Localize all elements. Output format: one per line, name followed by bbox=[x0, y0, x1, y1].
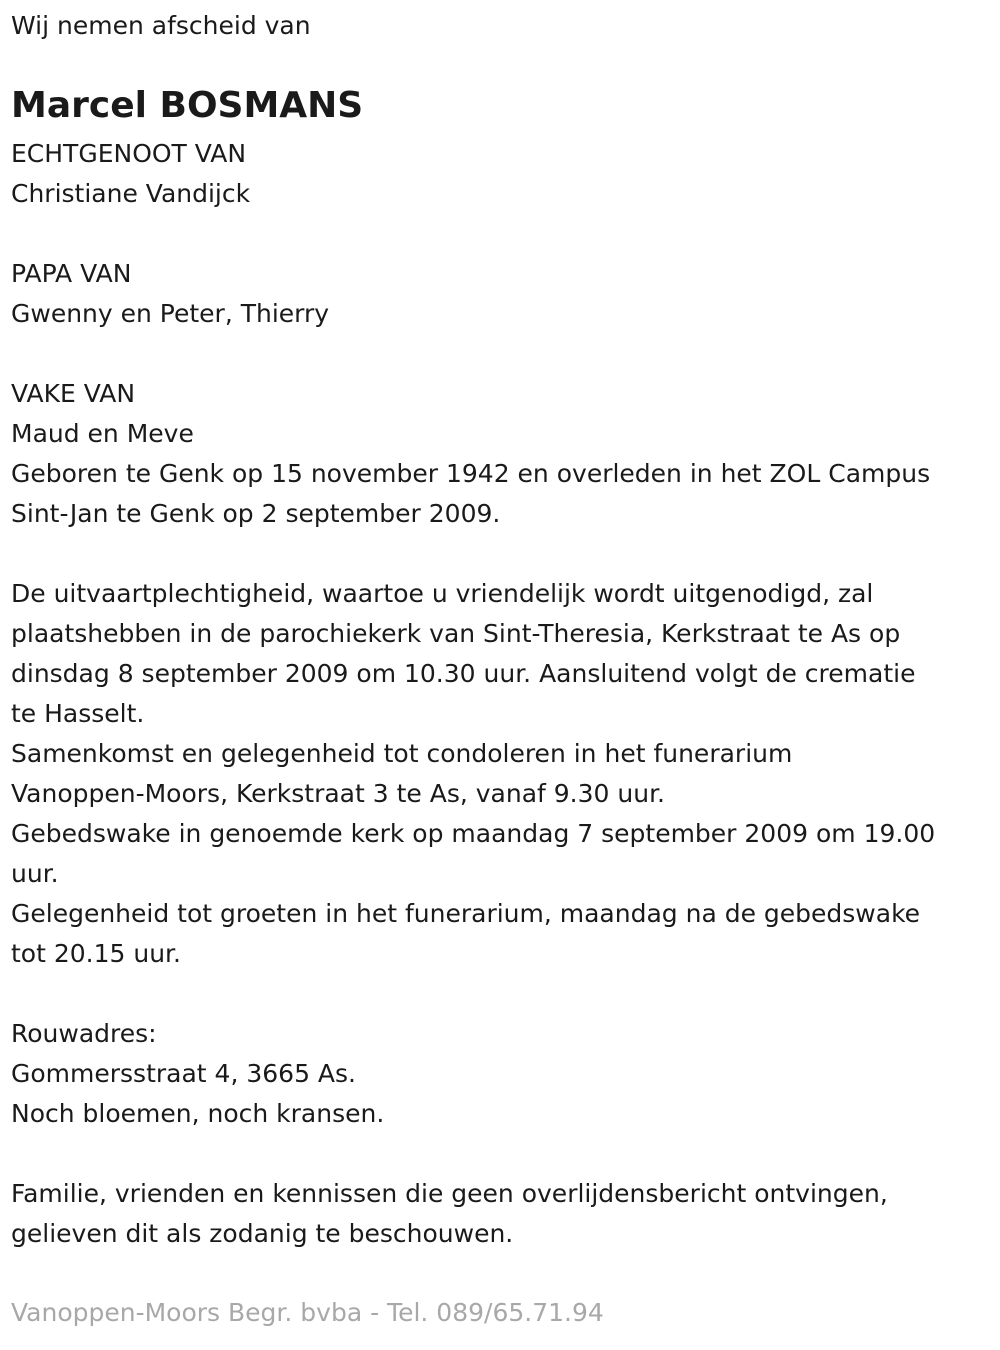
ceremony-line: dinsdag 8 september 2009 om 10.30 uur. Aansluitend volgt de crematie bbox=[11, 659, 916, 688]
ceremony-line: plaatshebben in de parochiekerk van Sint-Theresia, Kerkstraat te As op bbox=[11, 619, 901, 648]
ceremony-line: Samenkomst en gelegenheid tot condoleren in het funerarium bbox=[11, 739, 793, 768]
spouse-heading: ECHTGENOOT VAN bbox=[11, 139, 247, 168]
deceased-name: Marcel BOSMANS bbox=[11, 85, 364, 126]
children-section bbox=[11, 254, 329, 334]
ceremony-line: uur. bbox=[11, 859, 59, 888]
closing-line: Familie, vrienden en kennissen die geen overlijdensbericht ontvingen, bbox=[11, 1179, 888, 1208]
closing-section bbox=[11, 1174, 888, 1254]
ceremony-line: Gebedswake in genoemde kerk op maandag 7 september 2009 om 19.00 bbox=[11, 819, 936, 848]
spouse-name: Christiane Vandijck bbox=[11, 179, 251, 208]
children-names: Gwenny en Peter, Thierry bbox=[11, 299, 330, 328]
ceremony-line: Gelegenheid tot groeten in het funerarium, maandag na de gebedswake bbox=[11, 899, 921, 928]
ceremony-line: te Hasselt. bbox=[11, 699, 145, 728]
ceremony-line: De uitvaartplechtigheid, waartoe u vriendelijk wordt uitgenodigd, zal bbox=[11, 579, 874, 608]
grandchildren-names: Maud en Meve bbox=[11, 419, 194, 448]
ceremony-section bbox=[11, 574, 935, 974]
grandchildren-section bbox=[11, 374, 930, 534]
ceremony-line: tot 20.15 uur. bbox=[11, 939, 181, 968]
spouse-section bbox=[11, 134, 250, 214]
address-line: Noch bloemen, noch kransen. bbox=[11, 1099, 385, 1128]
funeral-home-footer: Vanoppen-Moors Begr. bvba - Tel. 089/65.71.94 bbox=[11, 1298, 604, 1327]
birth-death-line: Geboren te Genk op 15 november 1942 en overleden in het ZOL Campus bbox=[11, 459, 931, 488]
ceremony-line: Vanoppen-Moors, Kerkstraat 3 te As, vanaf 9.30 uur. bbox=[11, 779, 666, 808]
intro-text: Wij nemen afscheid van bbox=[11, 11, 311, 40]
address-line: Rouwadres: bbox=[11, 1019, 157, 1048]
grandchildren-heading: VAKE VAN bbox=[11, 379, 136, 408]
address-line: Gommersstraat 4, 3665 As. bbox=[11, 1059, 356, 1088]
closing-line: gelieven dit als zodanig te beschouwen. bbox=[11, 1219, 514, 1248]
address-section bbox=[11, 1014, 384, 1134]
children-heading: PAPA VAN bbox=[11, 259, 132, 288]
birth-death-line: Sint-Jan te Genk op 2 september 2009. bbox=[11, 499, 501, 528]
